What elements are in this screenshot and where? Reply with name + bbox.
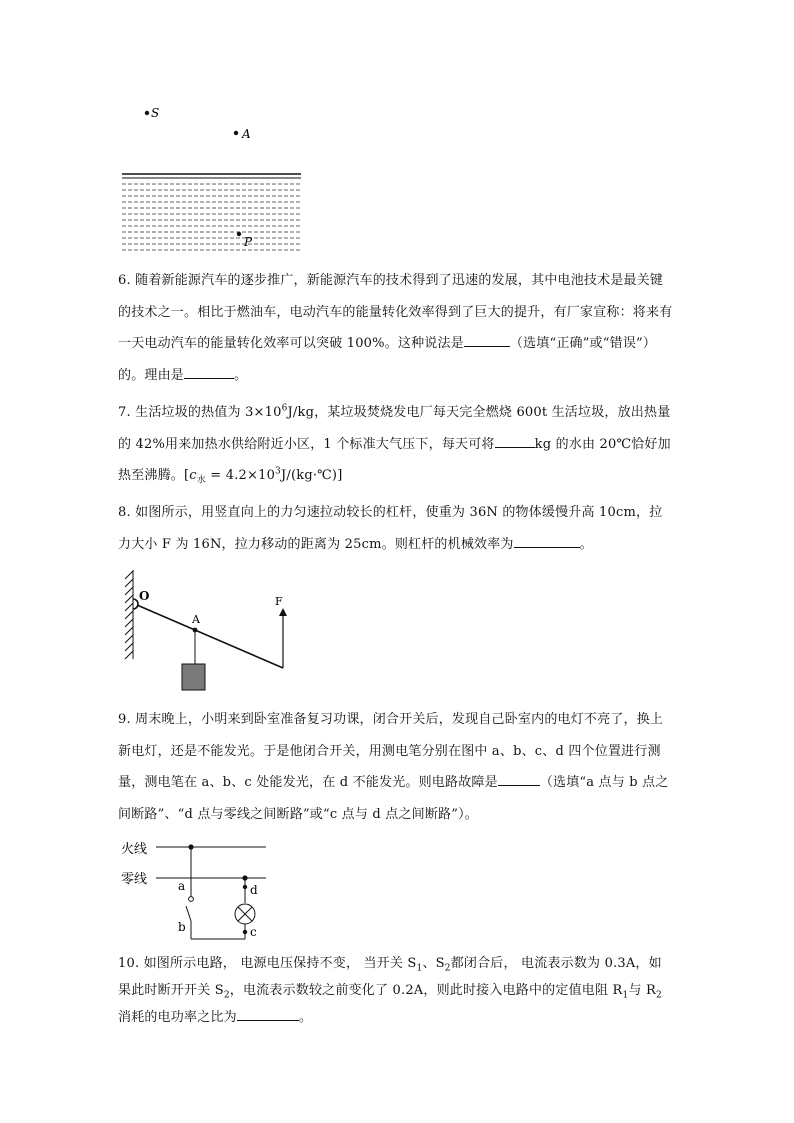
q9-text-a: 9. 周末晚上，小明来到卧室准备复习功课，闭合开关后，发现自己卧室内的电灯不亮了，换上新电灯，还是不能发光。于是他闭合开关，用测电笔分别在图中 a、b、c、d 四个位置进行测量，测电笔在 a、b、c 处能发光，在 d 不能发光。则电路故障是 — [118, 712, 664, 790]
q8-text-b: 。 — [579, 536, 593, 552]
q7-text-b: J/kg，某垃圾焚烧发电厂每天完全燃烧 600t 生活垃圾，放出热量的 42%用来加热水供给附近小区，1 个标准大气压下，每天可将 — [118, 405, 671, 452]
point-d-dot — [243, 885, 247, 889]
label-a: A — [192, 613, 200, 626]
q10-text-d: ，电流表示数较之前变化了 0.2A，则此时接入电路中的定值电阻 R — [229, 983, 623, 998]
q10-sub-1: 1 — [416, 963, 423, 974]
question-7 — [118, 397, 674, 492]
label-f: F — [275, 595, 283, 608]
force-arrow-head — [279, 608, 287, 616]
water-figure — [115, 100, 315, 260]
point-c-dot — [243, 930, 247, 934]
point-p-dot — [237, 232, 241, 236]
q10-text-f: 消耗的电功率之比为 — [118, 1010, 237, 1025]
pivot-hinge — [133, 599, 138, 609]
label-b: b — [178, 920, 186, 934]
point-s-dot — [145, 111, 149, 115]
question-9 — [118, 704, 674, 830]
label-neutral-wire: 零线 — [121, 872, 148, 887]
q7-exp-a: 6 — [281, 403, 288, 414]
label-c: c — [250, 925, 257, 939]
lamp-icon — [235, 904, 255, 924]
q6-text-b: （选填“正确”或“错误”）的。理由是 — [118, 336, 657, 383]
q6-blank-2[interactable] — [184, 364, 234, 379]
q7-text-d: = 4.2×10 — [205, 468, 276, 483]
switch-blade — [186, 906, 191, 921]
label-o: O — [139, 589, 150, 603]
q6-text-a: 6. 随着新能源汽车的逐步推广，新能源汽车的技术得到了迅速的发展，其中电池技术是最关键的技术之一。相比于燃油车，电动汽车的能量转化效率得到了巨大的提升，有厂家宣称：将来有一天电动汽车的能量转化效率可以突破 100%。这种说法是 — [118, 273, 673, 351]
q10-sub-3: 2 — [223, 990, 230, 1001]
q7-c-symbol: c — [189, 468, 197, 483]
q8-blank[interactable] — [514, 533, 580, 548]
q9-text-b: （选填“a 点与 b 点之间断路”、“d 点与零线之间断路”或“c 点与 d 点之间断路”）。 — [118, 775, 669, 822]
q10-text-b: 、S — [422, 956, 445, 971]
point-a-dot — [234, 131, 238, 135]
q7-text-c: kg 的水由 20℃恰好加热至沸腾。[ — [118, 436, 671, 483]
label-d: d — [250, 883, 258, 897]
q10-text-g: 。 — [298, 1010, 313, 1025]
q10-blank[interactable] — [237, 1006, 299, 1021]
q7-text-a: 7. 生活垃圾的热值为 3×10 — [118, 405, 282, 420]
q10-sub-5: 2 — [655, 990, 662, 1001]
label-a: A — [242, 127, 251, 141]
q7-exp-b: 3 — [275, 466, 281, 477]
q10-text-a: 10. 如图所示电路， 电源电压保持不变， 当开关 S — [118, 956, 417, 971]
label-live-wire: 火线 — [121, 842, 148, 857]
q10-sub-2: 2 — [444, 963, 451, 974]
q10-text-e: 与 R — [628, 983, 656, 998]
switch-contact-top — [189, 897, 194, 902]
lever-figure — [115, 565, 315, 697]
label-a: a — [178, 879, 186, 893]
water-hatch — [122, 184, 301, 250]
weight-block — [182, 664, 205, 690]
label-p: P — [244, 235, 253, 249]
question-6 — [118, 265, 674, 391]
wall-hatch — [125, 570, 133, 659]
q9-blank[interactable] — [498, 771, 540, 786]
label-s: S — [151, 106, 160, 120]
q7-text-e: J/(kg·℃)] — [280, 468, 343, 483]
q6-blank-1[interactable] — [464, 332, 510, 347]
q7-c-sub: 水 — [196, 475, 206, 486]
circuit-figure — [118, 835, 278, 945]
q8-text-a: 8. 如图所示，用竖直向上的力匀速拉动较长的杠杆，使重为 36N 的物体缓慢升高 10cm，拉力大小 F 为 16N，拉力移动的距离为 25cm。则杠杆的机械效率为 — [118, 505, 663, 552]
lever-bar — [137, 605, 283, 668]
q10-sub-4: 1 — [622, 990, 629, 1001]
q7-blank[interactable] — [495, 433, 535, 448]
q10-text-c: 都闭合后， 电流表示数为 0.3A，如果此时断开开关 S — [118, 956, 662, 998]
q6-text-c: 。 — [234, 367, 248, 383]
question-10 — [118, 950, 674, 1031]
question-8 — [118, 497, 674, 560]
